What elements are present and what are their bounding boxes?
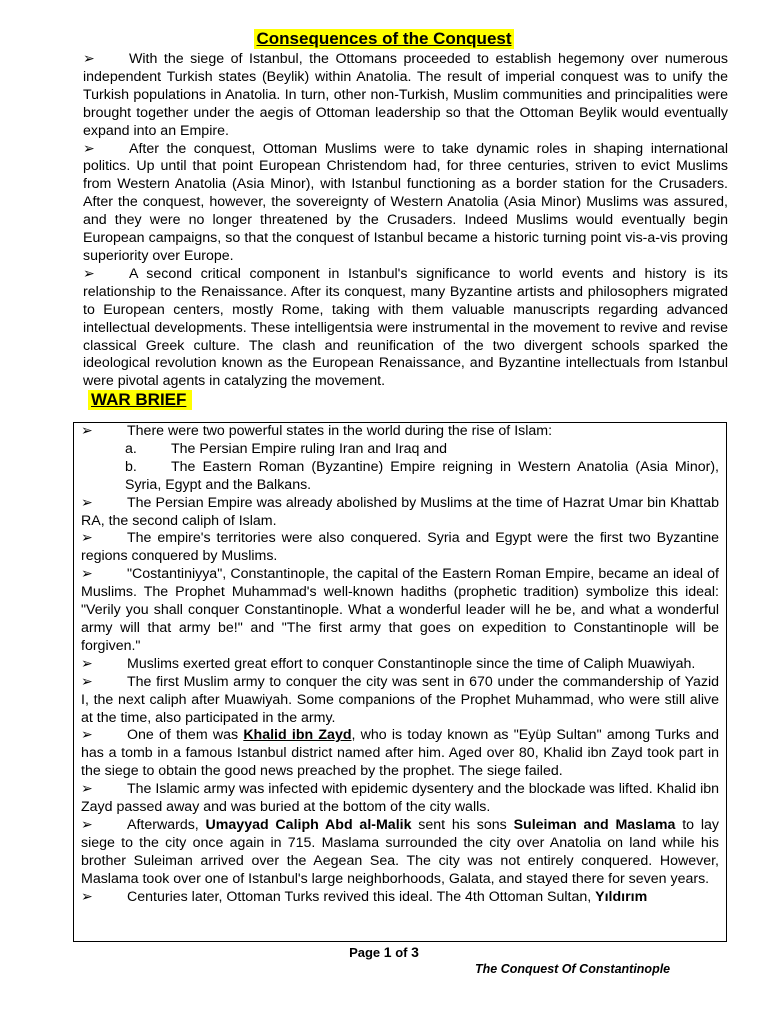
war-brief-paragraph: ➢ The first Muslim army to conquer the city was sent in 670 under the commandership of Yazid I, the next caliph after Muawiyah. Some companions of the Prophet Muhammad, who were still alive at the time, also participated in the army. (81, 673, 719, 726)
title-wrap (0, 29, 768, 49)
intro-section (83, 51, 728, 391)
war-brief-paragraph: ➢ There were two powerful states in the world during the rise of Islam: (81, 423, 553, 439)
intro-paragraph: ➢ A second critical component in Istanbul's significance to world events and history is its relationship to the Renaissance. After its conquest, many Byzantine artists and philosophers migrated to European centers, mostly Rome, taking with them valuable manuscripts regarding advanced intellectual developments. These intelligentsia were instrumental in the movement to revive and revise classical Greek culture. The clash and reunification of the two divergent schools sparked the ideological revolution known as the European Renaissance, and Byzantine intellectuals from Istanbul were pivotal agents in catalyzing the movement. (83, 265, 728, 390)
page-title: Consequences of the Conquest (256, 29, 512, 48)
war-brief-heading-wrap (88, 390, 192, 410)
war-brief-box (73, 422, 727, 942)
arrow-bullet-icon: ➢ (81, 673, 93, 690)
war-brief-paragraph: ➢ One of them was Khalid ibn Zayd, who is today known as "Eyüp Sultan" among Turks and has a tomb in a famous Istanbul district named after him. Aged over 80, Khalid ibn Zayd took part in the siege to obtain the good news preached by the prophet. The siege failed. (81, 727, 720, 780)
arrow-bullet-icon: ➢ (81, 566, 93, 583)
arrow-bullet-icon: ➢ (81, 530, 93, 547)
war-brief-paragraph: ➢ The empire's territories were also conquered. Syria and Egypt were the first two Byzantine regions conquered by Muslims. (81, 530, 719, 565)
war-brief-paragraph: ➢ The Islamic army was infected with epidemic dysentery and the blockade was lifted. Khalid ibn Zayd passed away and was buried at the bottom of the city walls. (81, 781, 719, 816)
arrow-bullet-icon: ➢ (83, 140, 95, 157)
war-brief-paragraph: ➢ Muslims exerted great effort to conquer Constantinople since the time of Caliph Muawiyah. (81, 655, 696, 672)
footer-doc-title: The Conquest Of Constantinople (475, 962, 671, 976)
arrow-bullet-icon: ➢ (83, 51, 95, 67)
war-brief-paragraph: ➢ Centuries later, Ottoman Turks revived this ideal. The 4th Ottoman Sultan, Yıldırım (81, 888, 648, 905)
war-brief-heading: WAR BRIEF (88, 390, 192, 410)
arrow-bullet-icon: ➢ (81, 494, 93, 511)
war-brief-paragraph: ➢ Afterwards, Umayyad Caliph Abd al-Malik sent his sons Suleiman and Maslama to lay siege to the city once again in 715. Maslama surrounded the city over Anatolia on land while his brother Suleiman arrived over the Aegean Sea. The city was not entirely conquered. However, Maslama took over one of Istanbul's large neighborhoods, Galata, and stayed there for seven years. (81, 816, 719, 887)
intro-paragraph: ➢ With the siege of Istanbul, the Ottomans proceeded to establish hegemony over numerous independent Turkish states (Beylik) within Anatolia. The result of imperial conquest was to unify the Turkish populations in Anatolia. In turn, other non-Turkish, Muslim communities and principalities were brought together under the aegis of Ottoman leadership so that the Ottoman Beylik would eventually expand into an Empire. (83, 51, 728, 139)
war-brief-paragraph: ➢ "Costantiniyya", Constantinople, the capital of the Eastern Roman Empire, became an ideal of Muslims. The Prophet Muhammad's well-known hadiths (prophetic tradition) symbolize this ideal: "Verily you shall conquer Constantinople. What a wonderful leader will he be, and what a wonderful army will that army be!" and "The first army that goes on expedition to Constantinople will be forgiven." (81, 566, 719, 654)
arrow-bullet-icon: ➢ (81, 816, 93, 833)
arrow-bullet-icon: ➢ (81, 888, 93, 905)
war-brief-paragraph: ➢ The Persian Empire was already abolished by Muslims at the time of Hazrat Umar bin Khattab RA, the second caliph of Islam. (81, 494, 719, 529)
intro-paragraph: ➢ After the conquest, Ottoman Muslims were to take dynamic roles in shaping international politics. Up until that point European Christendom had, for three centuries, striven to evict Muslims from Western Anatolia (Asia Minor), with Istanbul functioning as a border station for the Crusaders. After the conquest, however, the sovereignty of Western Anatolia (Asia Minor) Muslims was assured, and they were no longer threatened by the Crusaders. Indeed Muslims would eventually begin European campaigns, so that the conquest of Istanbul became a historic turning point vis-a-vis proving superiority over Europe. (83, 140, 728, 264)
arrow-bullet-icon: ➢ (81, 781, 93, 798)
page-number: Page 1 of 3 (349, 944, 419, 960)
war-brief-subitem: b. The Eastern Roman (Byzantine) Empire reigning in Western Anatolia (Asia Minor), Syria, Egypt and the Balkans. (125, 458, 719, 493)
arrow-bullet-icon: ➢ (81, 655, 93, 672)
arrow-bullet-icon: ➢ (81, 727, 93, 744)
arrow-bullet-icon: ➢ (81, 423, 93, 439)
khalid-name: Khalid ibn Zayd (243, 727, 352, 744)
arrow-bullet-icon: ➢ (83, 265, 95, 282)
war-brief-subitem: a. The Persian Empire ruling Iran and Iraq and (125, 440, 448, 457)
